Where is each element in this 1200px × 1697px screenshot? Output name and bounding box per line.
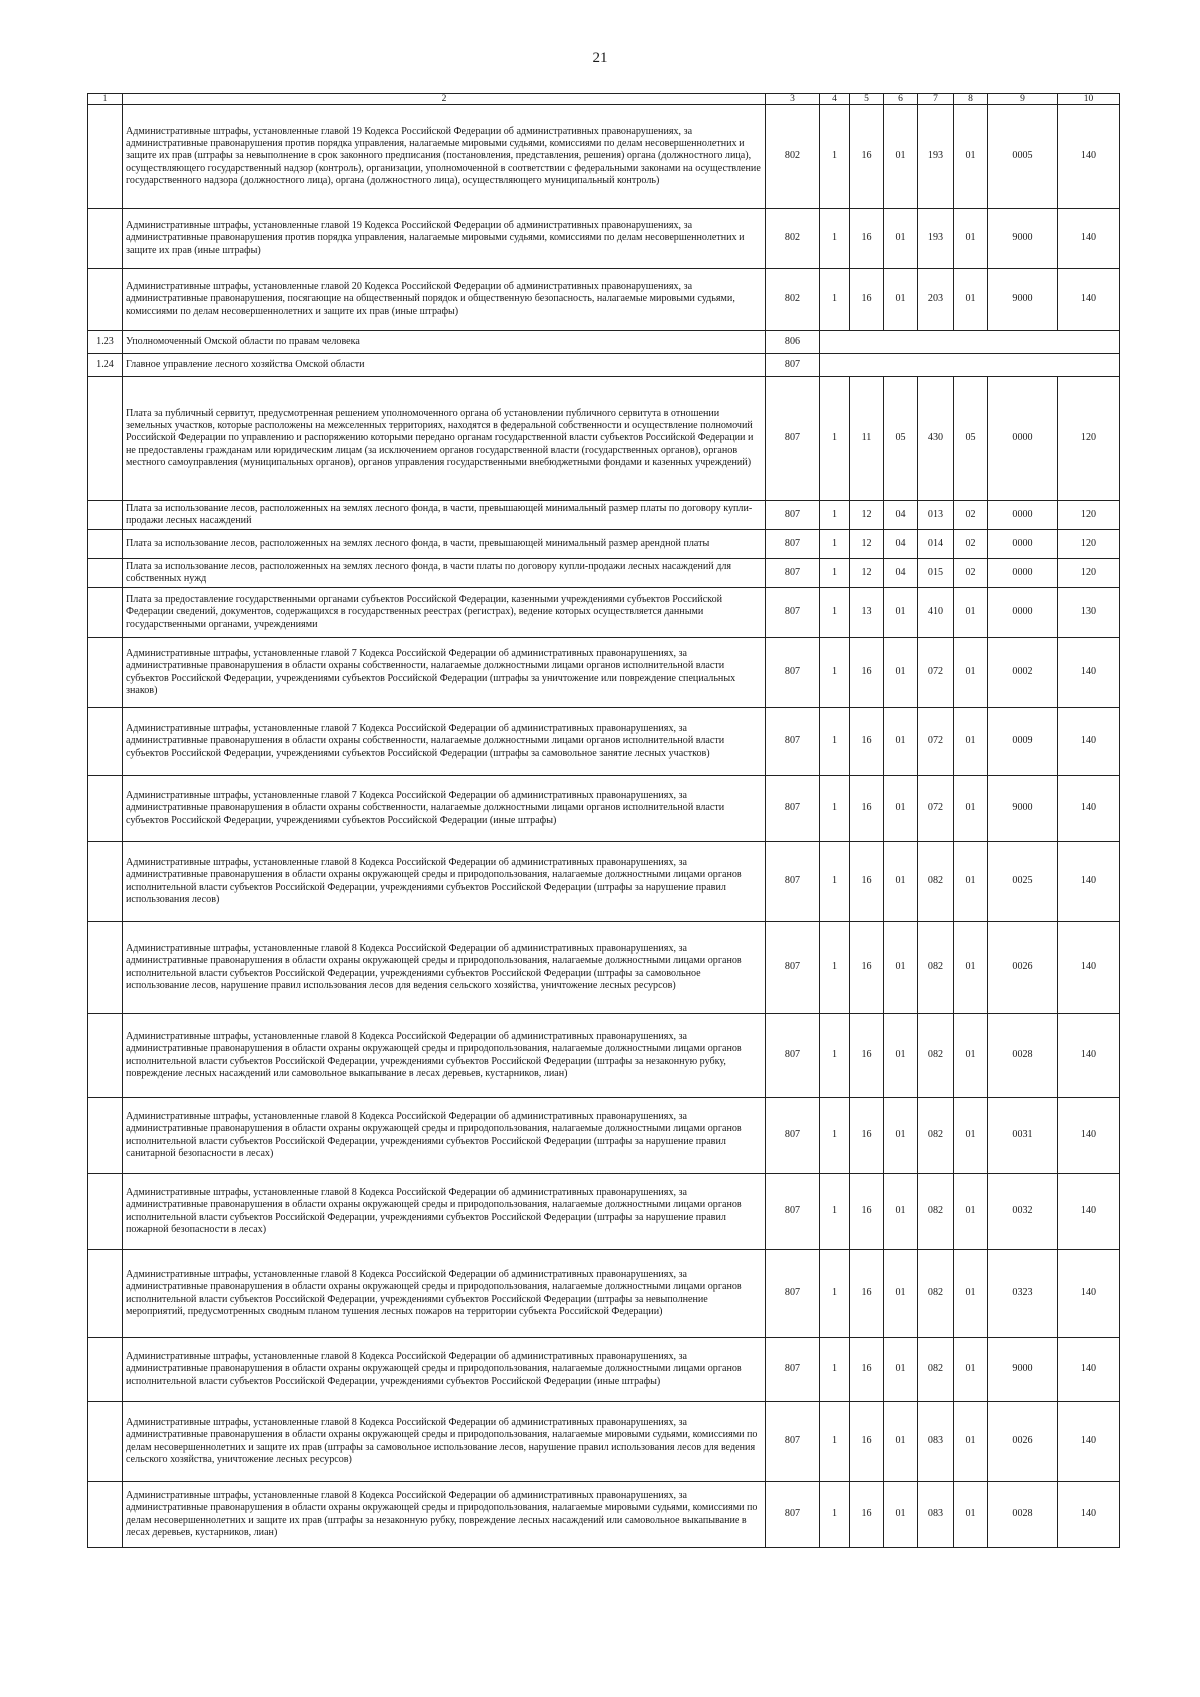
- code-cell-group: 1: [820, 530, 850, 559]
- code-cell-subgroup: 16: [850, 708, 884, 776]
- code-cell-group: 1: [820, 708, 850, 776]
- code-cell-administrator: 807: [766, 530, 820, 559]
- code-cell-program: 9000: [988, 269, 1058, 331]
- code-cell-subgroup: 16: [850, 922, 884, 1014]
- empty-code-span: [820, 331, 1120, 354]
- code-cell-group: 1: [820, 377, 850, 501]
- code-cell-program: 0000: [988, 377, 1058, 501]
- code-cell-subgroup: 16: [850, 105, 884, 209]
- code-cell-administrator: 807: [766, 922, 820, 1014]
- column-number-cell: 2: [123, 94, 766, 105]
- row-number-cell: [88, 1174, 123, 1250]
- code-cell-subarticle: 082: [918, 1098, 954, 1174]
- table-row: [88, 638, 1120, 708]
- code-cell-economic: 140: [1058, 1402, 1120, 1482]
- code-cell-article: 01: [884, 1250, 918, 1338]
- row-number-cell: [88, 922, 123, 1014]
- code-cell-economic: 140: [1058, 1250, 1120, 1338]
- code-cell-element: 01: [954, 1482, 988, 1548]
- code-cell-group: 1: [820, 1338, 850, 1402]
- table-row: [88, 922, 1120, 1014]
- page-number: 21: [592, 50, 608, 66]
- code-cell-economic: 140: [1058, 269, 1120, 331]
- code-cell-group: 1: [820, 1098, 850, 1174]
- code-cell-economic: 140: [1058, 1338, 1120, 1402]
- table-row: [88, 331, 1120, 354]
- row-description-cell: Административные штрафы, установленные главой 8 Кодекса Российской Федерации об административных правонарушениях, за административные правонарушения в области охраны окружающей среды и природопользования, налагаемые должностными лицами органов исполнительной власти субъектов Российской Федерации, учреждениями субъектов Российской Федерации (штрафы за незаконную рубку, повреждение лесных насаждений или самовольное выкапывание в лесах деревьев, кустарников, лиан): [123, 1014, 766, 1098]
- code-cell-article: 01: [884, 105, 918, 209]
- row-number-cell: [88, 638, 123, 708]
- code-cell-article: 01: [884, 708, 918, 776]
- column-number-cell: 6: [884, 94, 918, 105]
- code-cell-program: 9000: [988, 776, 1058, 842]
- code-cell-element: 02: [954, 530, 988, 559]
- code-cell-element: 01: [954, 1098, 988, 1174]
- row-number-cell: 1.23: [88, 331, 123, 354]
- code-cell-element: 01: [954, 776, 988, 842]
- code-cell-program: 0009: [988, 708, 1058, 776]
- code-cell-program: 0000: [988, 588, 1058, 638]
- code-cell-subarticle: 410: [918, 588, 954, 638]
- row-description-cell: Плата за использование лесов, расположенных на землях лесного фонда, в части, превышающей минимальный размер арендной платы: [123, 530, 766, 559]
- code-cell-article: 01: [884, 1402, 918, 1482]
- code-cell-group: 1: [820, 269, 850, 331]
- code-cell-article: 01: [884, 922, 918, 1014]
- code-cell-group: 1: [820, 1482, 850, 1548]
- code-cell-article: 01: [884, 588, 918, 638]
- code-cell-subgroup: 16: [850, 1174, 884, 1250]
- row-description-cell: Плата за публичный сервитут, предусмотренная решением уполномоченного органа об установлении публичного сервитута в отношении земельных участков, которые расположены на межселенных территориях, находятся в федеральной собственности и осуществление полномочий Российской Федерации по управлению и распоряжению которыми передано органам государственной власти субъектов Российской Федерации и не предоставлены гражданам или юридическим лицам (за исключением органов государственной власти (государственных органов), органов местного самоуправления (муниципальных органов), органов управления государственными внебюджетными фондами и казенных учреждений): [123, 377, 766, 501]
- row-description-cell: Административные штрафы, установленные главой 8 Кодекса Российской Федерации об административных правонарушениях, за административные правонарушения в области охраны окружающей среды и природопользования, налагаемые должностными лицами органов исполнительной власти субъектов Российской Федерации, учреждениями субъектов Российской Федерации (штрафы за самовольное использование лесов, нарушение правил использования лесов для ведения сельского хозяйства, уничтожение лесных ресурсов): [123, 922, 766, 1014]
- code-cell-economic: 140: [1058, 1482, 1120, 1548]
- code-cell-element: 01: [954, 1174, 988, 1250]
- budget-classification-table: [87, 93, 1120, 1548]
- row-number-cell: [88, 588, 123, 638]
- code-cell-economic: 140: [1058, 209, 1120, 269]
- row-number-cell: 1.24: [88, 354, 123, 377]
- code-cell-program: 9000: [988, 209, 1058, 269]
- column-number-header-row: [88, 94, 1120, 105]
- code-cell-administrator: 807: [766, 1250, 820, 1338]
- code-cell-element: 01: [954, 842, 988, 922]
- code-cell-administrator: 802: [766, 209, 820, 269]
- code-cell-element: 01: [954, 588, 988, 638]
- row-description-cell: Административные штрафы, установленные главой 8 Кодекса Российской Федерации об административных правонарушениях, за административные правонарушения в области охраны окружающей среды и природопользования, налагаемые должностными лицами органов исполнительной власти субъектов Российской Федерации, учреждениями субъектов Российской Федерации (штрафы за нарушение правил санитарной безопасности в лесах): [123, 1098, 766, 1174]
- row-description-cell: Плата за использование лесов, расположенных на землях лесного фонда, в части, превышающей минимальный размер платы по договору купли-продажи лесных насаждений: [123, 501, 766, 530]
- code-cell-program: 0026: [988, 922, 1058, 1014]
- column-number-cell: 4: [820, 94, 850, 105]
- code-cell-subarticle: 013: [918, 501, 954, 530]
- code-cell-subgroup: 12: [850, 501, 884, 530]
- row-number-cell: [88, 776, 123, 842]
- code-cell-program: 0028: [988, 1014, 1058, 1098]
- code-cell-program: 0026: [988, 1402, 1058, 1482]
- code-cell-group: 1: [820, 1014, 850, 1098]
- code-cell-subarticle: 072: [918, 638, 954, 708]
- code-cell-administrator: 807: [766, 377, 820, 501]
- column-number-cell: 5: [850, 94, 884, 105]
- code-cell-economic: 140: [1058, 1098, 1120, 1174]
- code-cell-program: 9000: [988, 1338, 1058, 1402]
- code-cell-subarticle: 072: [918, 708, 954, 776]
- row-number-cell: [88, 1098, 123, 1174]
- code-cell-subgroup: 16: [850, 1482, 884, 1548]
- code-cell-economic: 120: [1058, 530, 1120, 559]
- row-number-cell: [88, 1338, 123, 1402]
- code-cell-administrator: 807: [766, 354, 820, 377]
- row-number-cell: [88, 708, 123, 776]
- table-row: [88, 1338, 1120, 1402]
- code-cell-administrator: 807: [766, 1098, 820, 1174]
- row-description-cell: Плата за предоставление государственными органами субъектов Российской Федерации, казенными учреждениями субъектов Российской Федерации сведений, документов, содержащихся в государственных реестрах (регистрах), ведение которых осуществляется данными государственными органами, учреждениями: [123, 588, 766, 638]
- code-cell-article: 04: [884, 530, 918, 559]
- code-cell-subarticle: 015: [918, 559, 954, 588]
- code-cell-economic: 140: [1058, 708, 1120, 776]
- row-number-cell: [88, 105, 123, 209]
- table-row: [88, 842, 1120, 922]
- table-row: [88, 377, 1120, 501]
- code-cell-element: 01: [954, 209, 988, 269]
- code-cell-article: 01: [884, 209, 918, 269]
- column-number-cell: 7: [918, 94, 954, 105]
- table-row: [88, 588, 1120, 638]
- row-description-cell: Административные штрафы, установленные главой 8 Кодекса Российской Федерации об административных правонарушениях, за административные правонарушения в области охраны окружающей среды и природопользования, налагаемые должностными лицами органов исполнительной власти субъектов Российской Федерации, учреждениями субъектов Российской Федерации (иные штрафы): [123, 1338, 766, 1402]
- code-cell-subarticle: 072: [918, 776, 954, 842]
- column-number-cell: 1: [88, 94, 123, 105]
- code-cell-administrator: 802: [766, 105, 820, 209]
- row-number-cell: [88, 530, 123, 559]
- row-number-cell: [88, 1014, 123, 1098]
- code-cell-article: 01: [884, 842, 918, 922]
- code-cell-administrator: 802: [766, 269, 820, 331]
- row-number-cell: [88, 377, 123, 501]
- code-cell-group: 1: [820, 559, 850, 588]
- table-row: [88, 1098, 1120, 1174]
- code-cell-program: 0002: [988, 638, 1058, 708]
- table-row: [88, 1482, 1120, 1548]
- code-cell-subgroup: 16: [850, 1250, 884, 1338]
- row-number-cell: [88, 269, 123, 331]
- table-row: [88, 209, 1120, 269]
- code-cell-administrator: 807: [766, 1174, 820, 1250]
- code-cell-administrator: 807: [766, 1402, 820, 1482]
- code-cell-group: 1: [820, 209, 850, 269]
- code-cell-article: 04: [884, 559, 918, 588]
- row-description-cell: Административные штрафы, установленные главой 20 Кодекса Российской Федерации об административных правонарушениях, за административные правонарушения, посягающие на общественный порядок и общественную безопасность, налагаемые мировыми судьями, комиссиями по делам несовершеннолетних и защите их прав (иные штрафы): [123, 269, 766, 331]
- code-cell-program: 0032: [988, 1174, 1058, 1250]
- code-cell-economic: 140: [1058, 922, 1120, 1014]
- code-cell-subgroup: 16: [850, 842, 884, 922]
- code-cell-program: 0000: [988, 530, 1058, 559]
- code-cell-subgroup: 16: [850, 638, 884, 708]
- code-cell-subarticle: 203: [918, 269, 954, 331]
- code-cell-economic: 140: [1058, 638, 1120, 708]
- row-description-cell: Административные штрафы, установленные главой 8 Кодекса Российской Федерации об административных правонарушениях, за административные правонарушения в области охраны окружающей среды и природопользования, налагаемые должностными лицами органов исполнительной власти субъектов Российской Федерации, учреждениями субъектов Российской Федерации (штрафы за нарушение правил использования лесов): [123, 842, 766, 922]
- code-cell-administrator: 807: [766, 559, 820, 588]
- table-row: [88, 559, 1120, 588]
- row-description-cell: Административные штрафы, установленные главой 8 Кодекса Российской Федерации об административных правонарушениях, за административные правонарушения в области охраны окружающей среды и природопользования, налагаемые мировыми судьями, комиссиями по делам несовершеннолетних и защите их прав (штрафы за самовольное использование лесов, нарушение правил использования лесов для ведения сельского хозяйства, уничтожение лесных ресурсов): [123, 1402, 766, 1482]
- code-cell-article: 01: [884, 1482, 918, 1548]
- code-cell-element: 01: [954, 922, 988, 1014]
- code-cell-article: 01: [884, 1174, 918, 1250]
- code-cell-economic: 130: [1058, 588, 1120, 638]
- code-cell-program: 0031: [988, 1098, 1058, 1174]
- code-cell-group: 1: [820, 1402, 850, 1482]
- code-cell-subgroup: 12: [850, 559, 884, 588]
- table-row: [88, 501, 1120, 530]
- code-cell-subarticle: 082: [918, 1174, 954, 1250]
- code-cell-economic: 120: [1058, 559, 1120, 588]
- table-row: [88, 1014, 1120, 1098]
- code-cell-economic: 140: [1058, 1174, 1120, 1250]
- column-number-cell: 10: [1058, 94, 1120, 105]
- row-description-cell: Административные штрафы, установленные главой 8 Кодекса Российской Федерации об административных правонарушениях, за административные правонарушения в области охраны окружающей среды и природопользования, налагаемые должностными лицами органов исполнительной власти субъектов Российской Федерации, учреждениями субъектов Российской Федерации (штрафы за нарушение правил пожарной безопасности в лесах): [123, 1174, 766, 1250]
- code-cell-article: 01: [884, 638, 918, 708]
- code-cell-group: 1: [820, 776, 850, 842]
- row-number-cell: [88, 1402, 123, 1482]
- row-description-cell: Административные штрафы, установленные главой 7 Кодекса Российской Федерации об административных правонарушениях, за административные правонарушения в области охраны собственности, налагаемые должностными лицами органов исполнительной власти субъектов Российской Федерации, учреждениями субъектов Российской Федерации (штрафы за самовольное занятие лесных участков): [123, 708, 766, 776]
- table-row: [88, 1250, 1120, 1338]
- code-cell-economic: 140: [1058, 776, 1120, 842]
- code-cell-subarticle: 014: [918, 530, 954, 559]
- code-cell-administrator: 807: [766, 1338, 820, 1402]
- row-number-cell: [88, 209, 123, 269]
- row-description-cell: Административные штрафы, установленные главой 8 Кодекса Российской Федерации об административных правонарушениях, за административные правонарушения в области охраны окружающей среды и природопользования, налагаемые должностными лицами органов исполнительной власти субъектов Российской Федерации, учреждениями субъектов Российской Федерации (штрафы за невыполнение мероприятий, предусмотренных сводным планом тушения лесных пожаров на территории субъекта Российской Федерации): [123, 1250, 766, 1338]
- code-cell-subarticle: 430: [918, 377, 954, 501]
- code-cell-program: 0005: [988, 105, 1058, 209]
- table-row: [88, 1174, 1120, 1250]
- code-cell-subgroup: 13: [850, 588, 884, 638]
- code-cell-subgroup: 16: [850, 776, 884, 842]
- code-cell-subgroup: 11: [850, 377, 884, 501]
- code-cell-program: 0000: [988, 501, 1058, 530]
- code-cell-program: 0028: [988, 1482, 1058, 1548]
- column-number-cell: 9: [988, 94, 1058, 105]
- code-cell-administrator: 807: [766, 1014, 820, 1098]
- code-cell-subgroup: 16: [850, 1402, 884, 1482]
- code-cell-economic: 120: [1058, 501, 1120, 530]
- row-description-cell: Административные штрафы, установленные главой 7 Кодекса Российской Федерации об административных правонарушениях, за административные правонарушения в области охраны собственности, налагаемые должностными лицами органов исполнительной власти субъектов Российской Федерации, учреждениями субъектов Российской Федерации (штрафы за уничтожение или повреждение специальных знаков): [123, 638, 766, 708]
- code-cell-element: 02: [954, 501, 988, 530]
- code-cell-subgroup: 16: [850, 1098, 884, 1174]
- code-cell-economic: 140: [1058, 1014, 1120, 1098]
- table-row: [88, 530, 1120, 559]
- code-cell-program: 0323: [988, 1250, 1058, 1338]
- code-cell-group: 1: [820, 842, 850, 922]
- code-cell-group: 1: [820, 638, 850, 708]
- column-number-cell: 3: [766, 94, 820, 105]
- code-cell-subarticle: 193: [918, 209, 954, 269]
- row-number-cell: [88, 501, 123, 530]
- code-cell-administrator: 806: [766, 331, 820, 354]
- code-cell-subarticle: 193: [918, 105, 954, 209]
- row-description-cell: Уполномоченный Омской области по правам человека: [123, 331, 766, 354]
- row-number-cell: [88, 559, 123, 588]
- row-description-cell: Административные штрафы, установленные главой 8 Кодекса Российской Федерации об административных правонарушениях, за административные правонарушения в области охраны окружающей среды и природопользования, налагаемые мировыми судьями, комиссиями по делам несовершеннолетних и защите их прав (штрафы за незаконную рубку, повреждение лесных насаждений или самовольное выкапывание в лесах деревьев, кустарников, лиан): [123, 1482, 766, 1548]
- code-cell-article: 04: [884, 501, 918, 530]
- row-number-cell: [88, 1482, 123, 1548]
- row-number-cell: [88, 1250, 123, 1338]
- code-cell-element: 01: [954, 1402, 988, 1482]
- table-row: [88, 105, 1120, 209]
- table-row: [88, 269, 1120, 331]
- code-cell-subgroup: 16: [850, 1338, 884, 1402]
- code-cell-element: 05: [954, 377, 988, 501]
- code-cell-article: 01: [884, 269, 918, 331]
- code-cell-administrator: 807: [766, 842, 820, 922]
- code-cell-subarticle: 082: [918, 1014, 954, 1098]
- code-cell-group: 1: [820, 501, 850, 530]
- column-number-cell: 8: [954, 94, 988, 105]
- row-description-cell: Административные штрафы, установленные главой 7 Кодекса Российской Федерации об административных правонарушениях, за административные правонарушения в области охраны собственности, налагаемые должностными лицами органов исполнительной власти субъектов Российской Федерации, учреждениями субъектов Российской Федерации (иные штрафы): [123, 776, 766, 842]
- code-cell-element: 01: [954, 1014, 988, 1098]
- code-cell-element: 02: [954, 559, 988, 588]
- code-cell-subgroup: 16: [850, 209, 884, 269]
- code-cell-subarticle: 082: [918, 1250, 954, 1338]
- code-cell-subarticle: 082: [918, 842, 954, 922]
- table-row: [88, 1402, 1120, 1482]
- code-cell-administrator: 807: [766, 708, 820, 776]
- code-cell-economic: 140: [1058, 105, 1120, 209]
- row-description-cell: Главное управление лесного хозяйства Омской области: [123, 354, 766, 377]
- code-cell-element: 01: [954, 1338, 988, 1402]
- code-cell-article: 05: [884, 377, 918, 501]
- code-cell-article: 01: [884, 1014, 918, 1098]
- code-cell-subgroup: 16: [850, 269, 884, 331]
- table-row: [88, 776, 1120, 842]
- code-cell-administrator: 807: [766, 588, 820, 638]
- code-cell-element: 01: [954, 105, 988, 209]
- empty-code-span: [820, 354, 1120, 377]
- code-cell-element: 01: [954, 1250, 988, 1338]
- code-cell-administrator: 807: [766, 1482, 820, 1548]
- table-row: [88, 354, 1120, 377]
- code-cell-group: 1: [820, 922, 850, 1014]
- code-cell-article: 01: [884, 776, 918, 842]
- code-cell-group: 1: [820, 1250, 850, 1338]
- row-description-cell: Административные штрафы, установленные главой 19 Кодекса Российской Федерации об административных правонарушениях, за административные правонарушения против порядка управления, налагаемые мировыми судьями, комиссиями по делам несовершеннолетних и защите их прав (иные штрафы): [123, 209, 766, 269]
- code-cell-element: 01: [954, 638, 988, 708]
- code-cell-group: 1: [820, 588, 850, 638]
- code-cell-economic: 140: [1058, 842, 1120, 922]
- code-cell-element: 01: [954, 708, 988, 776]
- row-description-cell: Административные штрафы, установленные главой 19 Кодекса Российской Федерации об административных правонарушениях, за административные правонарушения против порядка управления, налагаемые мировыми судьями, комиссиями по делам несовершеннолетних и защите их прав (штрафы за невыполнение в срок законного предписания (постановления, представления, решения) органа (должностного лица), осуществляющего государственный надзор (контроль), организации, уполномоченной в соответствии с федеральными законами на осуществление государственного надзора (должностного лица), органа (должностного лица), осуществляющего муниципальный контроль): [123, 105, 766, 209]
- code-cell-administrator: 807: [766, 638, 820, 708]
- row-number-cell: [88, 842, 123, 922]
- code-cell-subarticle: 082: [918, 922, 954, 1014]
- code-cell-subarticle: 083: [918, 1482, 954, 1548]
- code-cell-subgroup: 16: [850, 1014, 884, 1098]
- code-cell-subarticle: 083: [918, 1402, 954, 1482]
- code-cell-subgroup: 12: [850, 530, 884, 559]
- code-cell-article: 01: [884, 1338, 918, 1402]
- code-cell-subarticle: 082: [918, 1338, 954, 1402]
- code-cell-program: 0000: [988, 559, 1058, 588]
- code-cell-element: 01: [954, 269, 988, 331]
- code-cell-administrator: 807: [766, 501, 820, 530]
- code-cell-article: 01: [884, 1098, 918, 1174]
- code-cell-administrator: 807: [766, 776, 820, 842]
- row-description-cell: Плата за использование лесов, расположенных на землях лесного фонда, в части платы по договору купли-продажи лесных насаждений для собственных нужд: [123, 559, 766, 588]
- table-row: [88, 708, 1120, 776]
- code-cell-program: 0025: [988, 842, 1058, 922]
- code-cell-group: 1: [820, 1174, 850, 1250]
- code-cell-group: 1: [820, 105, 850, 209]
- code-cell-economic: 120: [1058, 377, 1120, 501]
